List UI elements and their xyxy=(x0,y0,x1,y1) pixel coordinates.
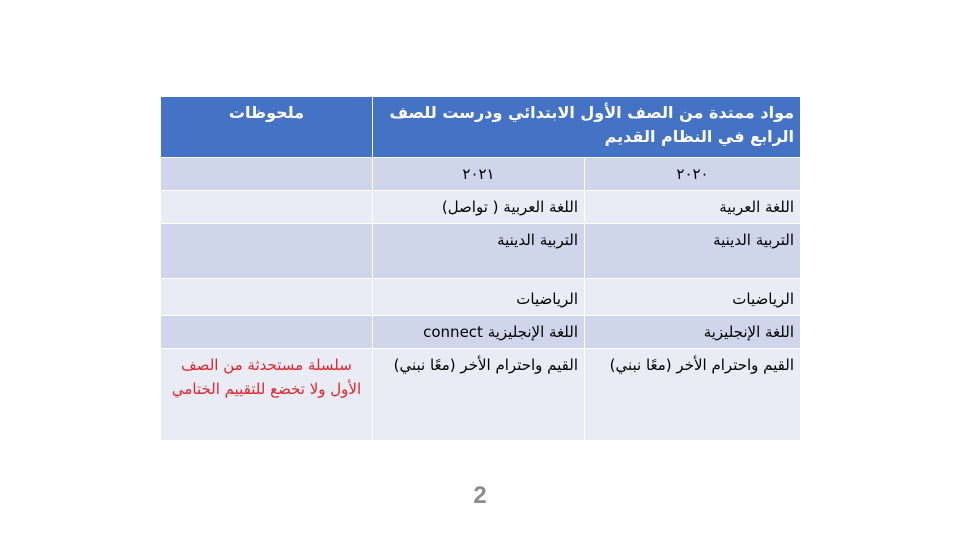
page-number: 2 xyxy=(473,482,487,509)
curriculum-table xyxy=(160,96,801,441)
notes-cell xyxy=(161,158,373,191)
subject-2021: الرياضيات xyxy=(373,279,585,316)
year-2020: ٢٠٢٠ xyxy=(585,158,801,191)
subject-2020: اللغة العربية xyxy=(585,191,801,224)
subject-2021: اللغة الإنجليزية connect xyxy=(373,316,585,349)
table-row xyxy=(161,224,801,279)
subject-2021: اللغة العربية ( تواصل) xyxy=(373,191,585,224)
table-row xyxy=(161,349,801,441)
notes-header: ملحوظات xyxy=(161,97,373,158)
notes-cell xyxy=(161,191,373,224)
subject-2020: التربية الدينية xyxy=(585,224,801,279)
subjects-header: مواد ممتدة من الصف الأول الابتدائي ودرست للصف الرابع في النظام القديم xyxy=(373,97,801,158)
subject-2021: التربية الدينية xyxy=(373,224,585,279)
header-row xyxy=(161,97,801,158)
subject-2020: الرياضيات xyxy=(585,279,801,316)
subject-2020: اللغة الإنجليزية xyxy=(585,316,801,349)
years-row xyxy=(161,158,801,191)
notes-cell xyxy=(161,316,373,349)
subject-2020: القيم واحترام الأخر (معًا نبني) xyxy=(585,349,801,441)
note-text: سلسلة مستحدثة من الصف الأول ولا تخضع للتقييم الختامي xyxy=(161,349,373,441)
table-row xyxy=(161,279,801,316)
table-row xyxy=(161,316,801,349)
notes-cell xyxy=(161,279,373,316)
notes-cell xyxy=(161,224,373,279)
table-row xyxy=(161,191,801,224)
subject-2021: القيم واحترام الأخر (معًا نبني) xyxy=(373,349,585,441)
year-2021: ٢٠٢١ xyxy=(373,158,585,191)
